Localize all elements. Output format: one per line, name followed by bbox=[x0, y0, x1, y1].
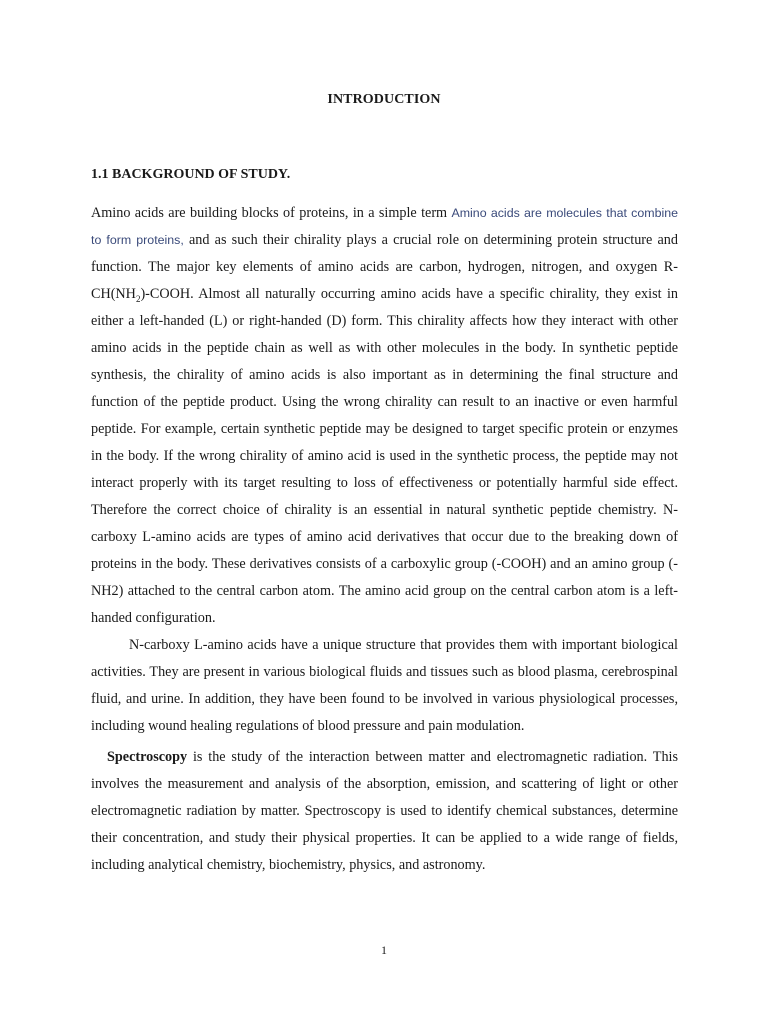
paragraph-background bbox=[91, 200, 678, 632]
highlighted-definition: Amino acids are molecules that combine to form proteins, bbox=[91, 206, 679, 247]
paragraph-spectroscopy bbox=[91, 744, 678, 879]
document-body bbox=[91, 200, 678, 879]
paragraph-text: )-COOH. Almost all naturally occurring amino acids have a specific chirality, they exist in either a left-handed (L) or right-handed (D) form. This chirality affects how they interact with other amino acids in the peptide chain as well as with other molecules in the body. In synthetic peptide synthesis, the chirality of amino acids is also important as in determining the final structure and function of the peptide product. Using the wrong chirality can result to an inactive or even harmful peptide. For example, certain synthetic peptide may be designed to target specific protein or enzymes in the body. If the wrong chirality of amino acid is used in the synthetic process, the peptide may not interact properly with its target resulting to loss of effectiveness or potentially harmful side effect. Therefore the correct choice of chirality is an essential in natural synthetic peptide chemistry. N-carboxy L-amino acids are types of amino acid derivatives that occur due to the breaking down of proteins in the body. These derivatives consists of a carboxylic group (-COOH) and an amino group (-NH2) attached to the central carbon atom. The amino acid group on the central carbon atom is a left-handed configuration. bbox=[91, 286, 678, 626]
paragraph-text: and as such their chirality plays a crucial role on determining protein structure and function. The major key elements of amino acids are carbon, hydrogen, nitrogen, and oxygen R-CH(NH bbox=[91, 232, 678, 302]
paragraph-n-carboxy: N-carboxy L-amino acids have a unique structure that provides them with important biological activities. They are present in various biological fluids and tissues such as blood plasma, cerebrospinal fluid, and urine. In addition, they have been found to be involved in various physiological processes, including wound healing regulations of blood pressure and pain modulation. bbox=[91, 637, 678, 734]
bold-term: Spectroscopy bbox=[107, 749, 188, 765]
page-number: 1 bbox=[381, 943, 387, 957]
paragraph-text: is the study of the interaction between matter and electromagnetic radiation. This involves the measurement and analysis of the absorption, emission, and scattering of light or other electromagnetic radiation by matter. Spectroscopy is used to identify chemical substances, determine their concentration, and study their physical properties. It can be applied to a wide range of fields, including analytical chemistry, biochemistry, physics, and astronomy. bbox=[91, 749, 678, 873]
section-heading: 1.1 BACKGROUND OF STUDY. bbox=[91, 167, 291, 182]
subscript-text: 2 bbox=[135, 293, 141, 304]
paragraph-text: Amino acids are building blocks of proteins, in a simple term bbox=[91, 205, 452, 221]
page-title: INTRODUCTION bbox=[327, 92, 441, 107]
